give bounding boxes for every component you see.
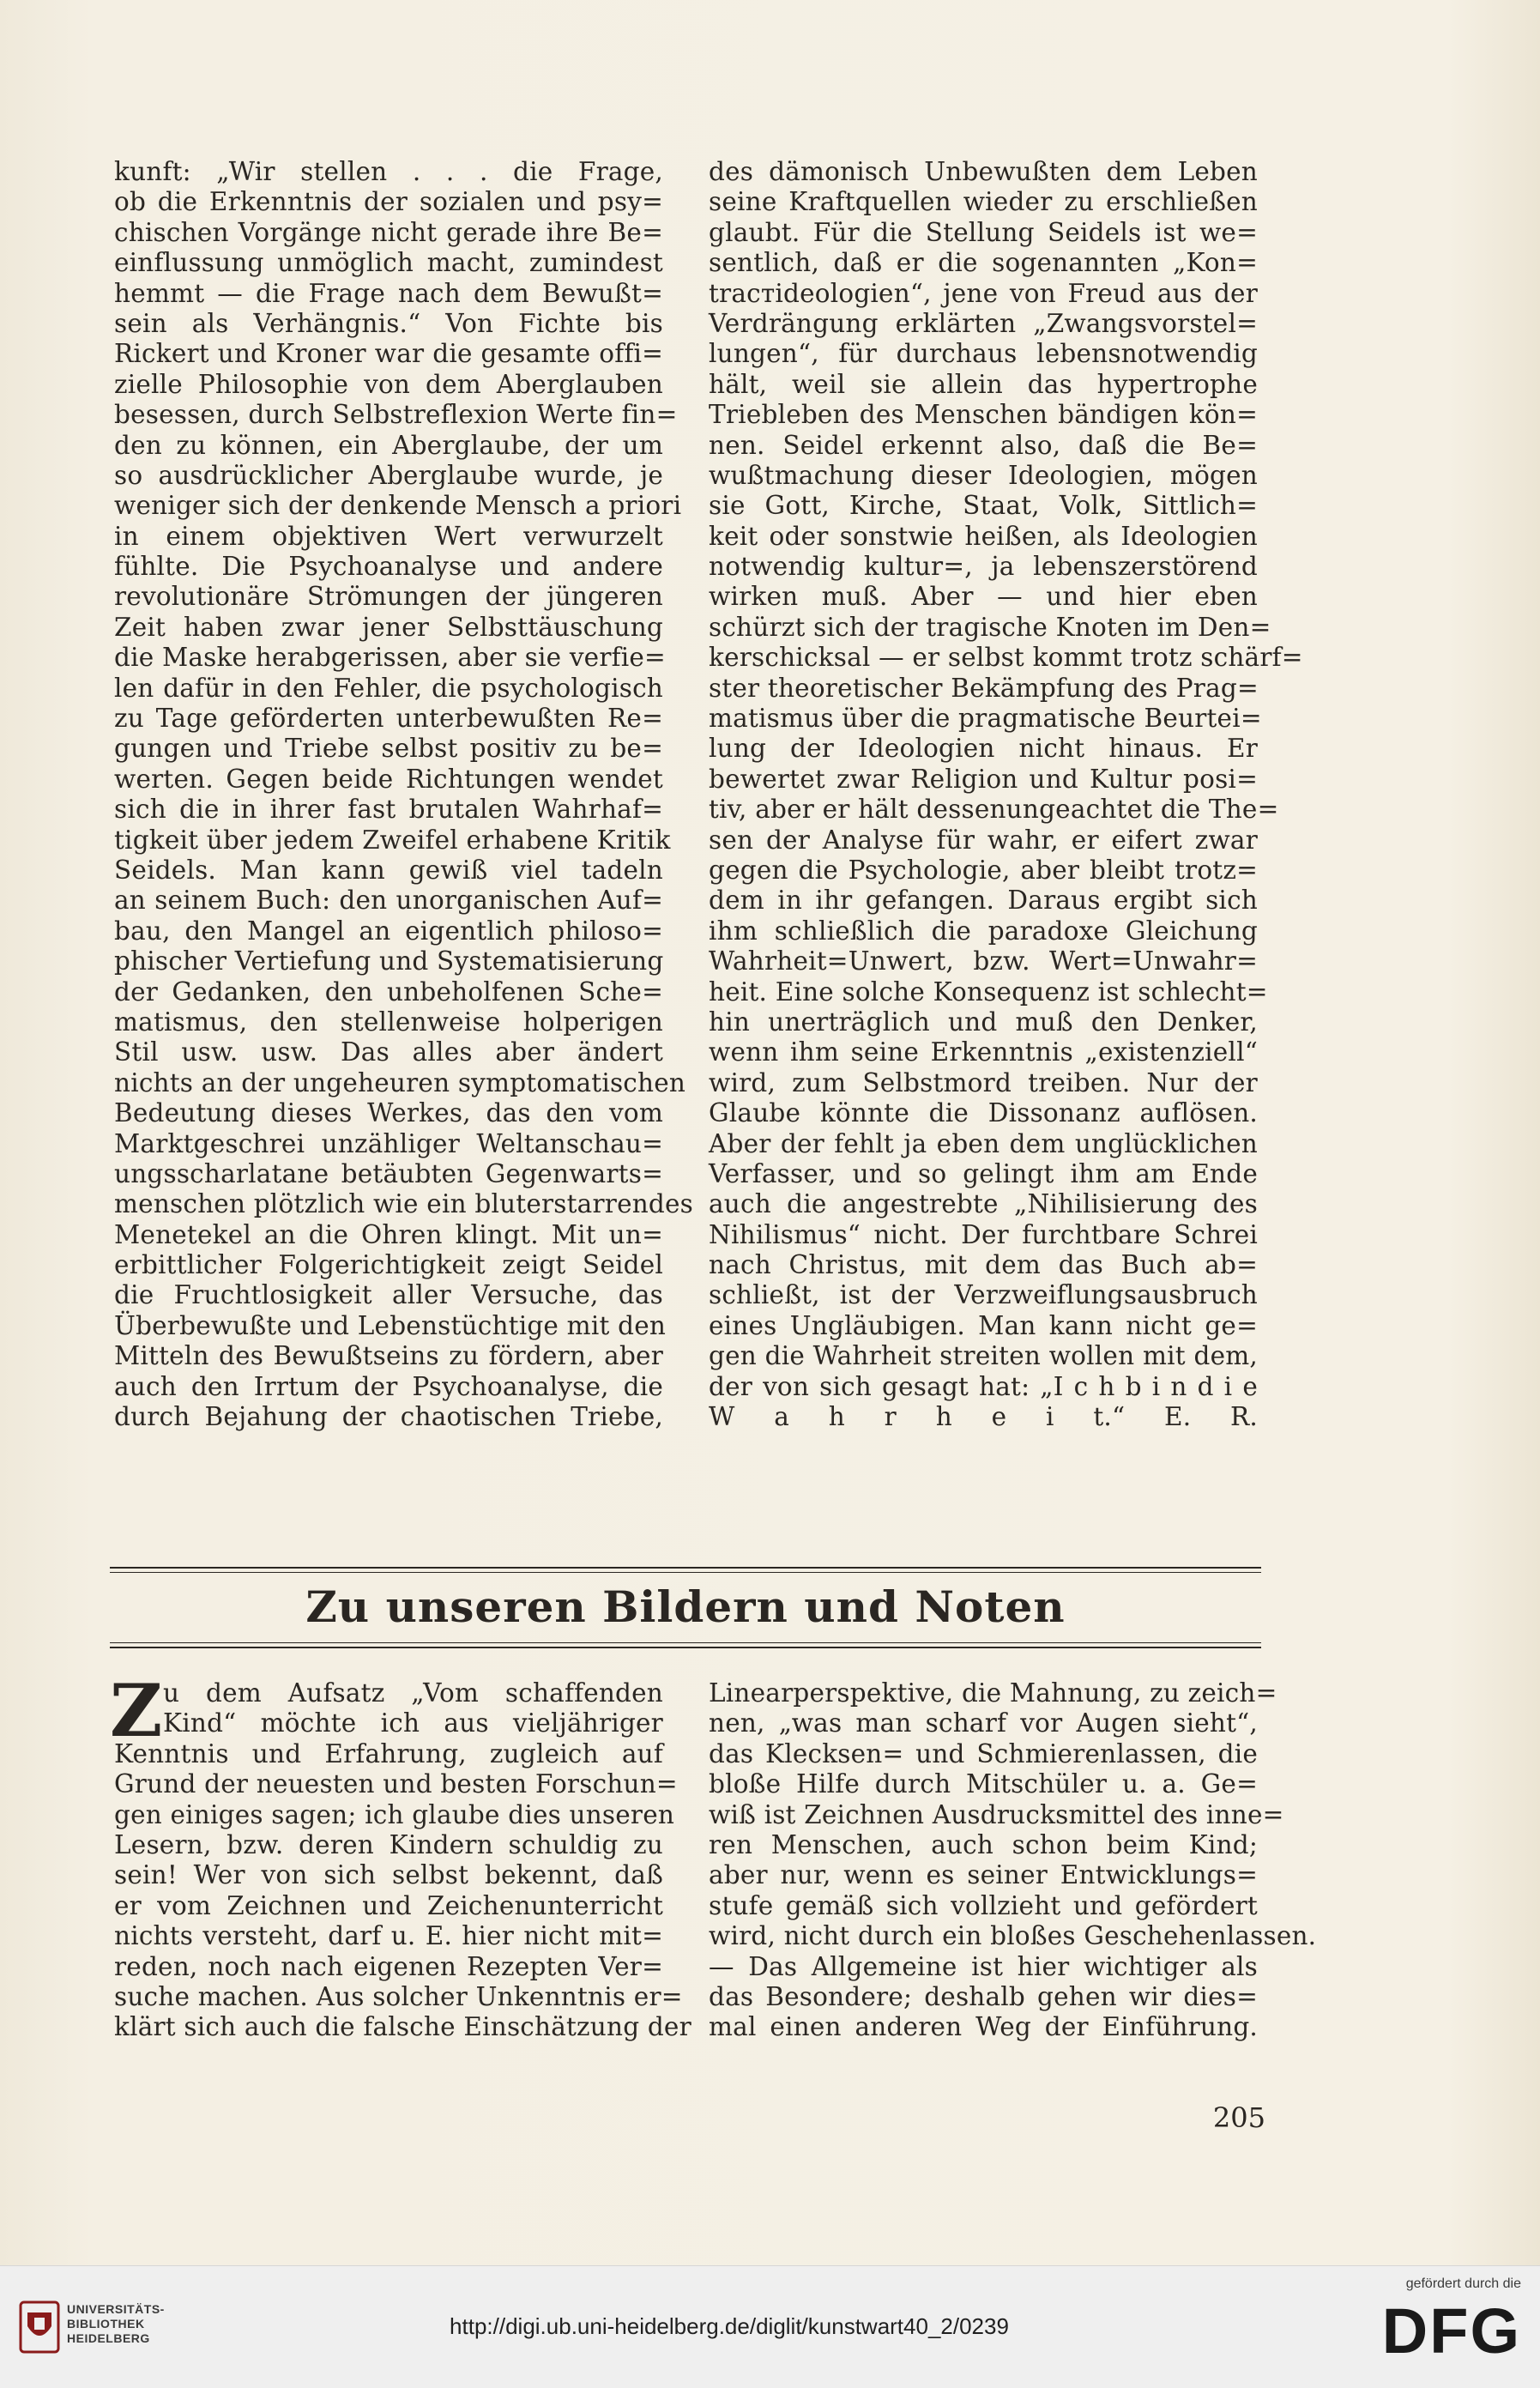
text-line: die Fruchtlosigkeit aller Versuche, das <box>114 1280 663 1310</box>
text-line: seine Kraftquellen wieder zu erschließen <box>709 187 1258 217</box>
text-line: auch den Irrtum der Psychoanalyse, die <box>114 1371 663 1401</box>
text-line: werten. Gegen beide Richtungen wendet <box>114 764 663 794</box>
text-line: ungsscharlatane betäubten Gegenwarts= <box>114 1158 663 1188</box>
heading-rule-bottom <box>110 1642 1261 1643</box>
text-line: lung der Ideologien nicht hinaus. Er <box>709 734 1258 764</box>
university-seal-icon <box>19 2300 60 2354</box>
top-left-text-column <box>114 157 694 1432</box>
text-line: Rickert und Kroner war die gesamte offi= <box>114 339 663 369</box>
text-line: Linearperspektive, die Mahnung, zu zeich= <box>709 1678 1277 1708</box>
bottom-left-text-column <box>114 1678 691 2043</box>
heading-rule-top-thin <box>110 1572 1261 1573</box>
text-line: gen die Wahrheit streiten wollen mit dem, <box>709 1341 1258 1371</box>
text-line: Stil usw. usw. Das alles aber ändert <box>114 1037 663 1067</box>
text-line: bloße Hilfe durch Mitschüler u. a. Ge= <box>709 1769 1258 1799</box>
text-line: eines Ungläubigen. Man kann nicht ge= <box>709 1310 1258 1340</box>
text-line: Bedeutung dieses Werkes, das den vom <box>114 1098 663 1128</box>
text-line: Mitteln des Bewußtseins zu fördern, aber <box>114 1341 663 1371</box>
text-line: wirken muß. Aber — und hier eben <box>709 582 1258 612</box>
text-line: Seidels. Man kann gewiß viel tadeln <box>114 855 663 885</box>
text-line: len dafür in den Fehler, die psychologisch <box>114 673 663 703</box>
text-line: nen. Seidel erkennt also, daß die Be= <box>709 430 1258 460</box>
text-line: bau, den Mangel an eigentlich philoso= <box>114 916 663 946</box>
text-line: glaubt. Für die Stellung Seidels ist we= <box>709 217 1258 247</box>
text-line: stufe gemäß sich vollzieht und gefördert <box>709 1890 1258 1920</box>
bottom-right-text-column <box>709 1678 1317 2043</box>
text-line: erbittlicher Folgerichtigkeit zeigt Seidel <box>114 1250 663 1280</box>
top-right-text-column <box>709 157 1303 1432</box>
text-line: nichts versteht, darf u. E. hier nicht mit= <box>114 1921 663 1951</box>
text-line: Glaube könnte die Dissonanz auflösen. <box>709 1098 1258 1128</box>
text-line: reden, noch nach eigenen Rezepten Ver= <box>114 1951 663 1981</box>
text-line: nach Christus, mit dem das Buch ab= <box>709 1250 1258 1280</box>
viewer-footer <box>0 2265 1540 2388</box>
text-line: gungen und Triebe selbst positiv zu be= <box>114 734 663 764</box>
text-line: sich die in ihrer fast brutalen Wahrhaf= <box>114 795 663 825</box>
text-line: Überbewußte und Lebenstüchtige mit den <box>114 1310 667 1340</box>
text-line: besessen, durch Selbstreflexion Werte fin= <box>114 400 678 430</box>
text-line: ster theoretischer Bekämpfung des Prag= <box>709 673 1259 703</box>
text-line: zu Tage geförderten unterbewußten Re= <box>114 704 663 734</box>
text-line: W a h r h e i t.“ E. R. <box>709 1402 1258 1432</box>
text-line: u dem Aufsatz „Vom schaffenden <box>163 1678 663 1708</box>
text-line: klärt sich auch die falsche Einschätzung der <box>114 2012 691 2042</box>
text-line: sen der Analyse für wahr, er eifert zwar <box>709 825 1258 855</box>
text-line: zielle Philosophie von dem Aberglauben <box>114 369 663 399</box>
library-name-line: BIBLIOTHEK <box>67 2317 145 2331</box>
text-line: keit oder sonstwie heißen, als Ideologien <box>709 521 1258 551</box>
text-line: sie Gott, Kirche, Staat, Volk, Sittlich= <box>709 491 1258 521</box>
heading-rule-top <box>110 1567 1261 1569</box>
text-line: gen einiges sagen; ich glaube dies unseren <box>114 1799 675 1829</box>
text-line: auch die angestrebte „Nihilisierung des <box>709 1189 1258 1219</box>
text-line: nen, „was man scharf vor Augen sieht“, <box>709 1708 1258 1738</box>
text-line: er vom Zeichnen und Zeichenunterricht <box>114 1890 663 1920</box>
text-line: in einem objektiven Wert verwurzelt <box>114 521 663 551</box>
text-line: sein als Verhängnis.“ Von Fichte bis <box>114 308 663 338</box>
text-line: nichts an der ungeheuren symptomatischen <box>114 1067 686 1097</box>
dfg-logo: DFG <box>1381 2295 1521 2367</box>
text-line: mal einen anderen Weg der Einführung. <box>709 2012 1258 2042</box>
text-line: kunft: „Wir stellen . . . die Frage, <box>114 157 663 186</box>
text-line: heit. Eine solche Konsequenz ist schlecht= <box>709 976 1268 1007</box>
text-line: wußtmachung dieser Ideologien, mögen <box>709 460 1258 490</box>
text-line: Kenntnis und Erfahrung, zugleich auf <box>114 1738 663 1768</box>
text-line: Verdrängung erklärten „Zwangsvorstel= <box>709 308 1258 338</box>
text-line: weniger sich der denkende Mensch a priori <box>114 491 682 521</box>
text-line: die Maske herabgerissen, aber sie verfie= <box>114 643 666 673</box>
text-line: bewertet zwar Religion und Kultur posi= <box>709 764 1258 794</box>
text-line: Grund der neuesten und besten Forschun= <box>114 1769 678 1799</box>
text-line: des dämonisch Unbewußten dem Leben <box>709 157 1258 186</box>
text-line: Verfasser, und so gelingt ihm am Ende <box>709 1158 1258 1188</box>
text-line: Zeit haben zwar jener Selbsttäuschung <box>114 612 663 642</box>
text-line: Marktgeschrei unzähliger Weltanschau= <box>114 1128 663 1158</box>
text-line: Nihilismus“ nicht. Der furchtbare Schrei <box>709 1219 1258 1249</box>
text-line: sein! Wer von sich selbst bekennt, daß <box>114 1860 663 1890</box>
text-line: wenn ihm seine Erkenntnis „existenziell“ <box>709 1037 1258 1067</box>
text-line: Lesern, bzw. deren Kindern schuldig zu <box>114 1829 663 1859</box>
text-line: aber nur, wenn es seiner Entwicklungs= <box>709 1860 1258 1890</box>
text-line: hält, weil sie allein das hypertrophe <box>709 369 1258 399</box>
text-line: lungen“, für durchaus lebensnotwendig <box>709 339 1258 369</box>
text-line: Aber der fehlt ja eben dem unglücklichen <box>709 1128 1258 1158</box>
text-line: ob die Erkenntnis der sozialen und psy= <box>114 187 663 217</box>
drop-cap: Z <box>110 1668 163 1753</box>
permalink-url[interactable]: http://digi.ub.uni-heidelberg.de/diglit/kunstwart40_2/0239 <box>450 2313 1009 2339</box>
text-line: Menetekel an die Ohren klingt. Mit un= <box>114 1219 663 1249</box>
text-line: wird, zum Selbstmord treiben. Nur der <box>709 1067 1258 1097</box>
text-line: schürzt sich der tragische Knoten im Den= <box>709 612 1271 642</box>
text-line: Kind“ möchte ich aus vieljähriger <box>163 1708 663 1738</box>
sponsor-caption: gefördert durch die <box>1405 2276 1521 2291</box>
text-line: suche machen. Aus solcher Unkenntnis er= <box>114 1981 683 2011</box>
library-name-line: HEIDELBERG <box>67 2331 150 2345</box>
text-line: Triebleben des Menschen bändigen kön= <box>709 400 1258 430</box>
text-line: notwendig kultur=, ja lebenszerstörend <box>709 552 1258 582</box>
text-line: wiß ist Zeichnen Ausdrucksmittel des inne= <box>709 1799 1284 1829</box>
text-line: so ausdrücklicher Aberglaube wurde, je <box>114 460 663 490</box>
text-line: dem in ihr gefangen. Daraus ergibt sich <box>709 886 1258 916</box>
text-line: ren Menschen, auch schon beim Kind; <box>709 1829 1258 1859</box>
text-line: das Klecksen= und Schmierenlassen, die <box>709 1738 1258 1768</box>
library-name <box>67 2302 165 2346</box>
text-line: einflussung unmöglich macht, zumindest <box>114 248 663 278</box>
page-number: 205 <box>1212 2101 1265 2134</box>
text-line: kerschicksal — er selbst kommt trotz schärf= <box>709 643 1303 673</box>
text-line: hin unerträglich und muß den Denker, <box>709 1007 1258 1037</box>
text-line: menschen plötzlich wie ein bluterstarrendes <box>114 1189 694 1219</box>
text-line: tiv, aber er hält dessenungeachtet die The= <box>709 795 1279 825</box>
text-line: das Besondere; deshalb gehen wir dies= <box>709 1981 1258 2011</box>
text-line: matismus, den stellenweise holperigen <box>114 1007 663 1037</box>
text-line: hemmt — die Frage nach dem Bewußt= <box>114 278 663 308</box>
text-line: der von sich gesagt hat: „I c h b i n d i e <box>709 1371 1258 1401</box>
text-line: revolutionäre Strömungen der jüngeren <box>114 582 663 612</box>
text-line: schließt, ist der Verzweiflungsausbruch <box>709 1280 1258 1310</box>
text-line: tigkeit über jedem Zweifel erhabene Kritik <box>114 825 671 855</box>
text-line: gegen die Psychologie, aber bleibt trotz= <box>709 855 1258 885</box>
text-line: der Gedanken, den unbeholfenen Sche= <box>114 976 663 1007</box>
text-line: phischer Vertiefung und Systematisierung <box>114 946 664 976</box>
section-heading: Zu unseren Bildern und Noten <box>305 1581 1066 1632</box>
text-line: traстideologien“, jene von Freud aus der <box>709 278 1258 308</box>
text-line: — Das Allgemeine ist hier wichtiger als <box>709 1951 1258 1981</box>
text-line: fühlte. Die Psychoanalyse und andere <box>114 552 663 582</box>
text-line: an seinem Buch: den unorganischen Auf= <box>114 886 663 916</box>
library-name-line: UNIVERSITÄTS- <box>67 2302 165 2316</box>
text-line: ihm schließlich die paradoxe Gleichung <box>709 916 1258 946</box>
text-line: matismus über die pragmatische Beurtei= <box>709 704 1262 734</box>
text-line: den zu können, ein Aberglaube, der um <box>114 430 663 460</box>
text-line: wird, nicht durch ein bloßes Geschehenlassen. <box>709 1921 1317 1951</box>
text-line: durch Bejahung der chaotischen Triebe, <box>114 1402 663 1432</box>
text-line: Wahrheit=Unwert, bzw. Wert=Unwahr= <box>709 946 1258 976</box>
heading-rule-bottom-thick <box>110 1647 1261 1648</box>
text-line: sentlich, daß er die sogenannten „Kon= <box>709 248 1258 278</box>
text-line: chischen Vorgänge nicht gerade ihre Be= <box>114 217 663 247</box>
